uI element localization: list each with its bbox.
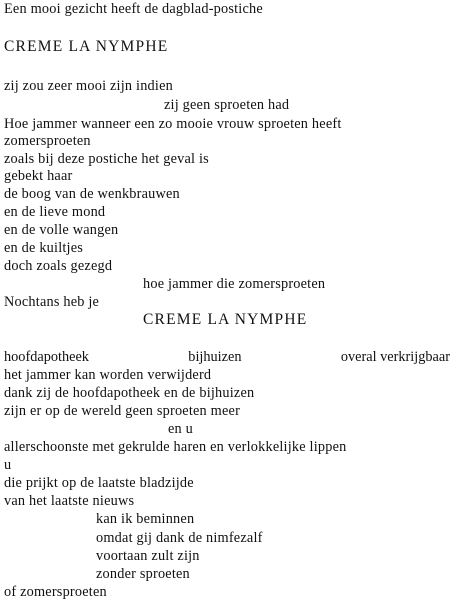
poem-line-4: zij geen sproeten had [164, 97, 290, 113]
poem-heading-creme-la-nymphe: CREME LA NYMPHE [4, 38, 169, 55]
poem-line-27: omdat gij dank de nimfezalf [96, 530, 263, 546]
poem-line-7: zoals bij deze postiche het geval is [4, 151, 209, 167]
poem-line-25: van het laatste nieuws [4, 493, 135, 509]
poem-line-20: zijn er op de wereld geen sproeten meer [4, 403, 241, 419]
poem-line-10: en de lieve mond [4, 204, 106, 220]
poem-line-21: en u [168, 421, 194, 437]
poem-word-bijhuizen: bijhuizen [188, 349, 242, 365]
poem-line-3: zij zou zeer mooi zijn indien [4, 78, 173, 94]
poem-line-19: dank zij de hoofdapotheek en de bijhuizen [4, 385, 255, 401]
poem-line-24: die prijkt op de laatste bladzijde [4, 475, 194, 491]
poem-line-14: hoe jammer die zomersproeten [143, 276, 326, 292]
poem-line-5: Hoe jammer wanneer een zo mooie vrouw sproeten heeft [4, 116, 342, 132]
poem-line-29: zonder sproeten [96, 566, 190, 582]
poem-word-overal-verkrijgbaar: overal verkrijgbaar [340, 349, 450, 365]
poem-line-8: gebekt haar [4, 168, 73, 184]
poem-line-9: de boog van de wenkbrauwen [4, 186, 180, 202]
poem-line-1: Een mooi gezicht heeft de dagblad-postiche [4, 1, 263, 17]
poem-line-11: en de volle wangen [4, 222, 119, 238]
poem-line-28: voortaan zult zijn [96, 548, 200, 564]
poem-line-30: of zomersproeten [4, 584, 107, 600]
poem-heading-creme-la-nymphe-2: CREME LA NYMPHE [143, 311, 308, 328]
poem-line-26: kan ik beminnen [96, 511, 195, 527]
poem-line-13: doch zoals gezegd [4, 258, 113, 274]
poem-line-12: en de kuiltjes [4, 240, 84, 256]
poem-word-hoofdapotheek: hoofdapotheek [4, 349, 89, 365]
poem-line-6: zomersproeten [4, 133, 91, 149]
poem-line-15: Nochtans heb je [4, 294, 100, 310]
poem-line-23: u [4, 457, 12, 473]
poem-line-18: het jammer kan worden verwijderd [4, 367, 212, 383]
poem-line-17 [4, 348, 450, 366]
poem-line-22: allerschoonste met gekrulde haren en verlokkelijke lippen [4, 439, 347, 455]
